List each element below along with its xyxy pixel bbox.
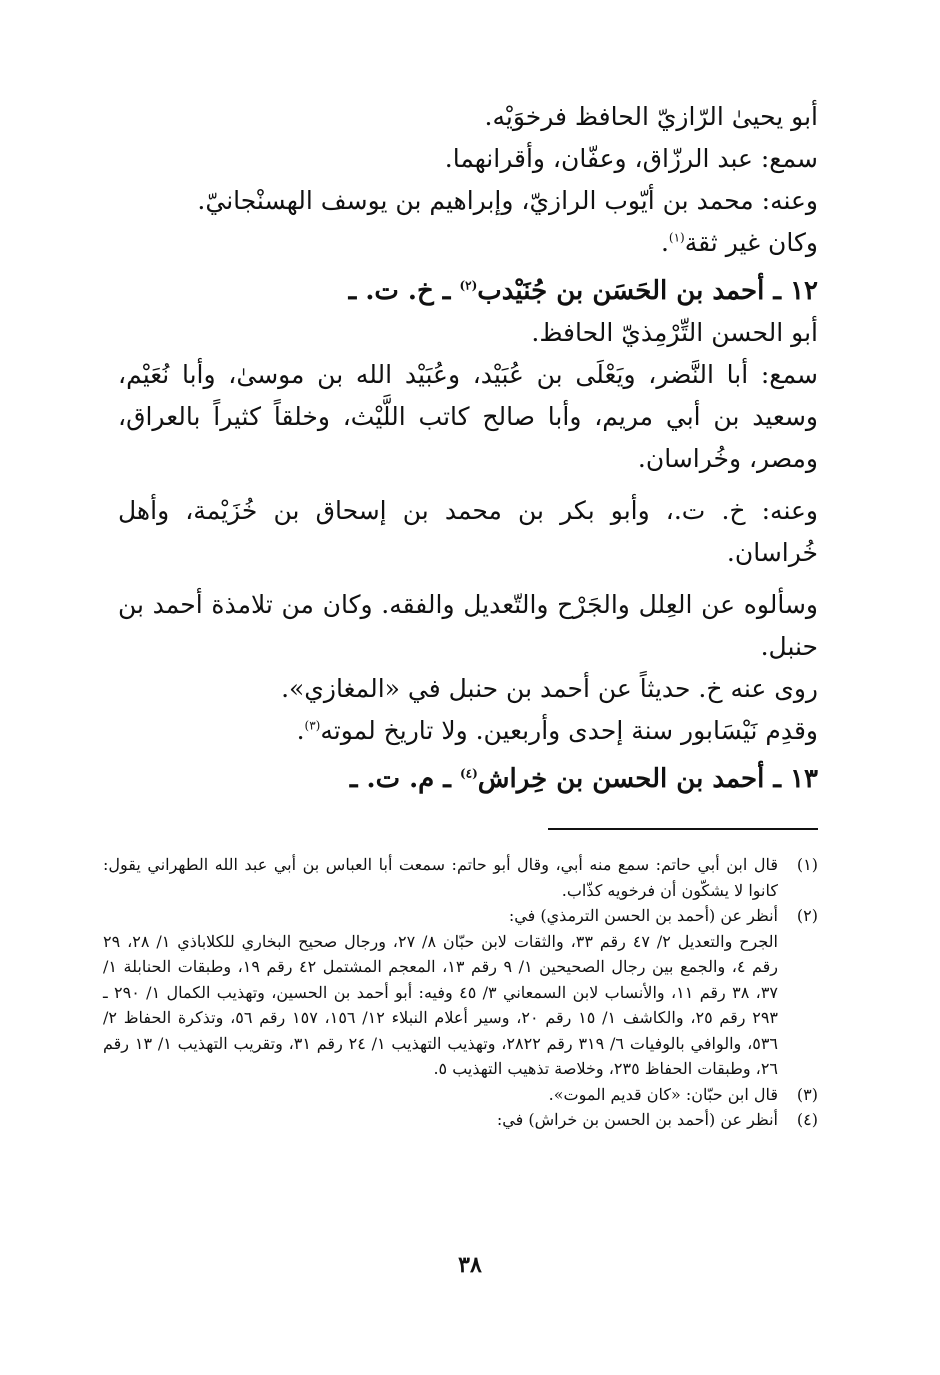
text-line: سمع: عبد الرزّاق، وعفّان، وأقرانهما.	[444, 144, 818, 173]
footnote	[103, 852, 818, 903]
footnote-text: أنظر عن (أحمد بن الحسن بن خراش) في:	[496, 1110, 778, 1129]
footnote-body	[103, 1082, 778, 1108]
text-span: وكان غير ثقة	[684, 228, 818, 257]
footnote-ref: (١)	[668, 230, 685, 245]
footnote	[103, 1107, 818, 1133]
footnote-number: (٢)	[796, 906, 818, 925]
page-number: ٣٨	[458, 1252, 482, 1278]
main-text	[118, 96, 818, 800]
text-line: وقدِم نَيْسَابور سنة إحدى وأربعين. ولا تاريخ لموته$^{(٣)}$.	[296, 716, 818, 745]
entry-title: ١٢ ـ أحمد بن الحَسَن بن جُنَيْدب	[477, 276, 818, 306]
footnote-body	[103, 903, 778, 1082]
footnote-text: الجرح والتعديل ٢/ ٤٧ رقم ٣٣، والثقات لابن حبّان ٨/ ٢٧، ورجال صحيح البخاري للكلاباذي ١/ ٢٨، ٢٩ رقم ٤، والجمع بين رجال الصحيحين ١/ ٩ رقم ١٣، المعجم المشتمل ٤٢ رقم ١٩، وطبقات الحنابلة ١/ ٣٧، ٣٨ رقم ١١، والأنساب لابن السمعاني ٣/ ٤٥ وفيه: أبو أحمد بن الحسين، وتهذيب الكمال ١/ ٢٩٠ ـ ٢٩٣ رقم ٢٥، والكاشف ١/ ١٥ رقم ٢٠، وسير أعلام النبلاء ١٢/ ١٥٦، ١٥٧ رقم ٥٦، وتذكرة الحفاظ ٢/ ٥٣٦، والوافي بالوفيات ٦/ ٣١٩ رقم ٢٨٢٢، وتهذيب التهذيب ١/ ٢٤ رقم ٣١، وتقريب التهذيب ١/ ١٣ رقم ٢٦، وطبقات الحفاظ ٢٣٥، وخلاصة تذهيب التهذيب ٥.	[103, 931, 779, 1078]
text-line: أبو يحيىٰ الرّازيّ الحافظ فرخوَيْه.	[484, 102, 818, 131]
footnotes	[103, 852, 818, 1133]
footnote-ref: (٣)	[304, 718, 321, 733]
text-line: وعنه: محمد بن أيّوب الرازيّ، وإبراهيم بن يوسف الهسنْجانيّ.	[197, 186, 818, 215]
footnote-number: (١)	[796, 855, 818, 874]
text-line: أبو الحسن التِّرْمِذيّ الحافظ.	[531, 318, 818, 347]
text-span: وقدِم نَيْسَابور سنة إحدى وأربعين. ولا تاريخ لموته	[320, 716, 818, 745]
footnote-text: أنظر عن (أحمد بن الحسن الترمذي) في:	[508, 906, 778, 925]
footnote-body	[103, 852, 778, 903]
footnote-body	[103, 1107, 778, 1133]
footnote-text: قال ابن حبّان: «كان قديم الموت».	[548, 1084, 778, 1104]
paragraph: سمع: أبا النَّضر، ويَعْلَى بن عُبَيْد، وعُبَيْد الله بن موسىٰ، وأبا نُعَيْم، وسعيد بن أبي مريم، وأبا صالح كاتب اللَّيْث، وخلقاً كثيراً بالعراق، ومصر، وخُراسان.	[118, 360, 818, 473]
entry-title: ١٣ ـ أحمد بن الحسن بن خِراش	[477, 764, 818, 794]
text-line: وكان غير ثقة$^{(١)}$.	[660, 228, 818, 257]
entry-heading-13	[118, 758, 818, 800]
entry-heading-12	[118, 270, 818, 312]
footnote-number: (٤)	[796, 1110, 818, 1129]
entry-codes: ـ خ. ت. ـ	[348, 276, 460, 306]
paragraph: وسألوه عن العِلل والجَرْح والتّعديل والفقه. وكان من تلامذة أحمد بن حنبل.	[118, 590, 818, 661]
text-line: روى عنه خ. حديثاً عن أحمد بن حنبل في «المغازي».	[281, 674, 818, 703]
footnote-ref: (٤)	[459, 766, 478, 781]
entry-codes: ـ م. ت. ـ	[349, 764, 460, 794]
footnote-number: (٣)	[796, 1084, 818, 1104]
footnote	[103, 903, 818, 1082]
footnote	[103, 1082, 818, 1108]
footnote-ref: (٢)	[459, 278, 478, 293]
footnote-text: قال ابن أبي حاتم: سمع منه أبي، وقال أبو حاتم: سمعت أبا العباس بن أبي عبد الله الطهراني يقول: كانوا لا يشكّون أن فرخويه كذّاب.	[103, 855, 778, 900]
footnote-divider	[548, 828, 818, 830]
paragraph: وعنه: خ. ت.، وأبو بكر بن محمد بن إسحاق بن خُزَيْمة، وأهل خُراسان.	[118, 496, 818, 567]
